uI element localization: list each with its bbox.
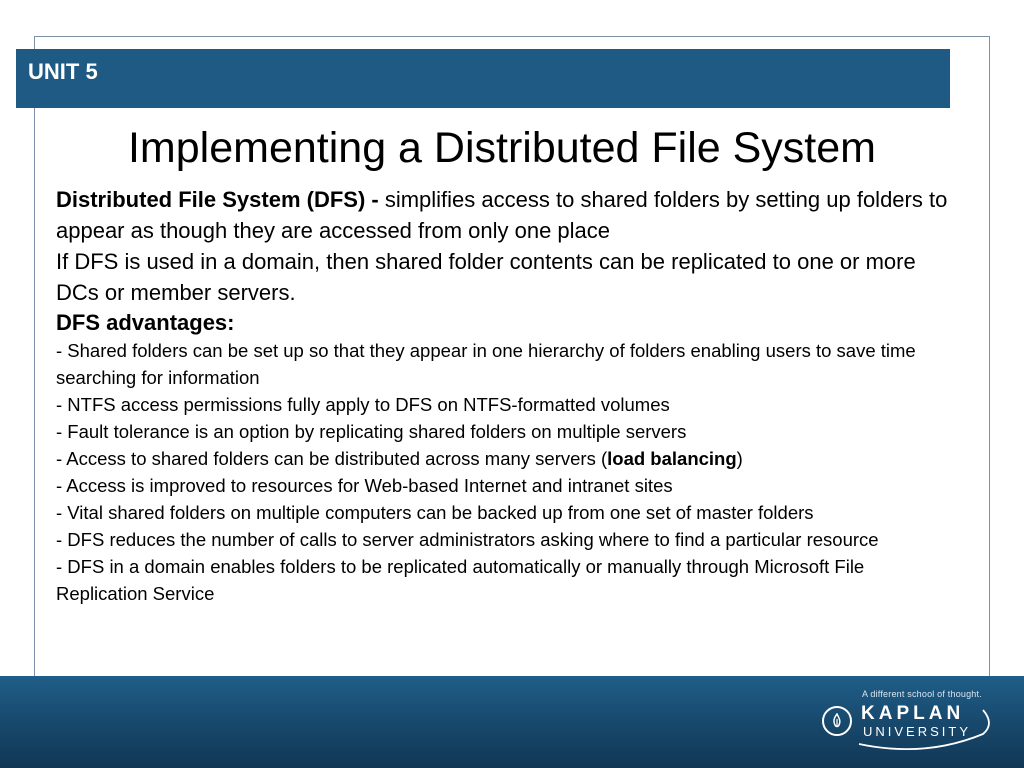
bullet-item: - Access is improved to resources for Web-based Internet and intranet sites [56, 475, 673, 496]
bullet-item: - NTFS access permissions fully apply to DFS on NTFS-formatted volumes [56, 394, 670, 415]
bullet-text: - Access to shared folders can be distributed across many servers ( [56, 448, 608, 469]
advantages-heading: DFS advantages: [56, 310, 235, 335]
unit-label: UNIT 5 [28, 59, 98, 84]
brand-subtitle: UNIVERSITY [863, 724, 972, 739]
bullet-item [56, 445, 956, 472]
unit-header-bar [16, 49, 950, 108]
kaplan-flame-icon [822, 706, 852, 736]
bullet-item: - DFS in a domain enables folders to be replicated automatically or manually through Microsoft File Replication Service [56, 556, 865, 604]
definition-term: Distributed File System (DFS) - [56, 187, 385, 212]
brand-swoosh [855, 700, 995, 758]
bullet-item: - Vital shared folders on multiple computers can be backed up from one set of master folders [56, 502, 814, 523]
domain-note: If DFS is used in a domain, then shared folder contents can be replicated to one or more DCs or member servers. [56, 249, 916, 305]
bullet-item: - Fault tolerance is an option by replicating shared folders on multiple servers [56, 421, 687, 442]
bullet-item: - DFS reduces the number of calls to server administrators asking where to find a particular resource [56, 529, 879, 550]
slide-title: Implementing a Distributed File System [127, 124, 876, 172]
footer-tagline: A different school of thought. [862, 689, 982, 699]
bullet-close-paren: ) [736, 448, 743, 469]
brand-name: KAPLAN [861, 703, 965, 724]
slide-body [56, 184, 956, 607]
definition-paragraph [56, 184, 956, 246]
load-balancing-term: load balancing [607, 448, 737, 469]
bullet-item: - Shared folders can be set up so that they appear in one hierarchy of folders enabling users to save time searching for information [56, 340, 916, 388]
definition-text: simplifies access to shared folders by setting up folders to appear as though they are accessed from only one place [56, 187, 948, 243]
